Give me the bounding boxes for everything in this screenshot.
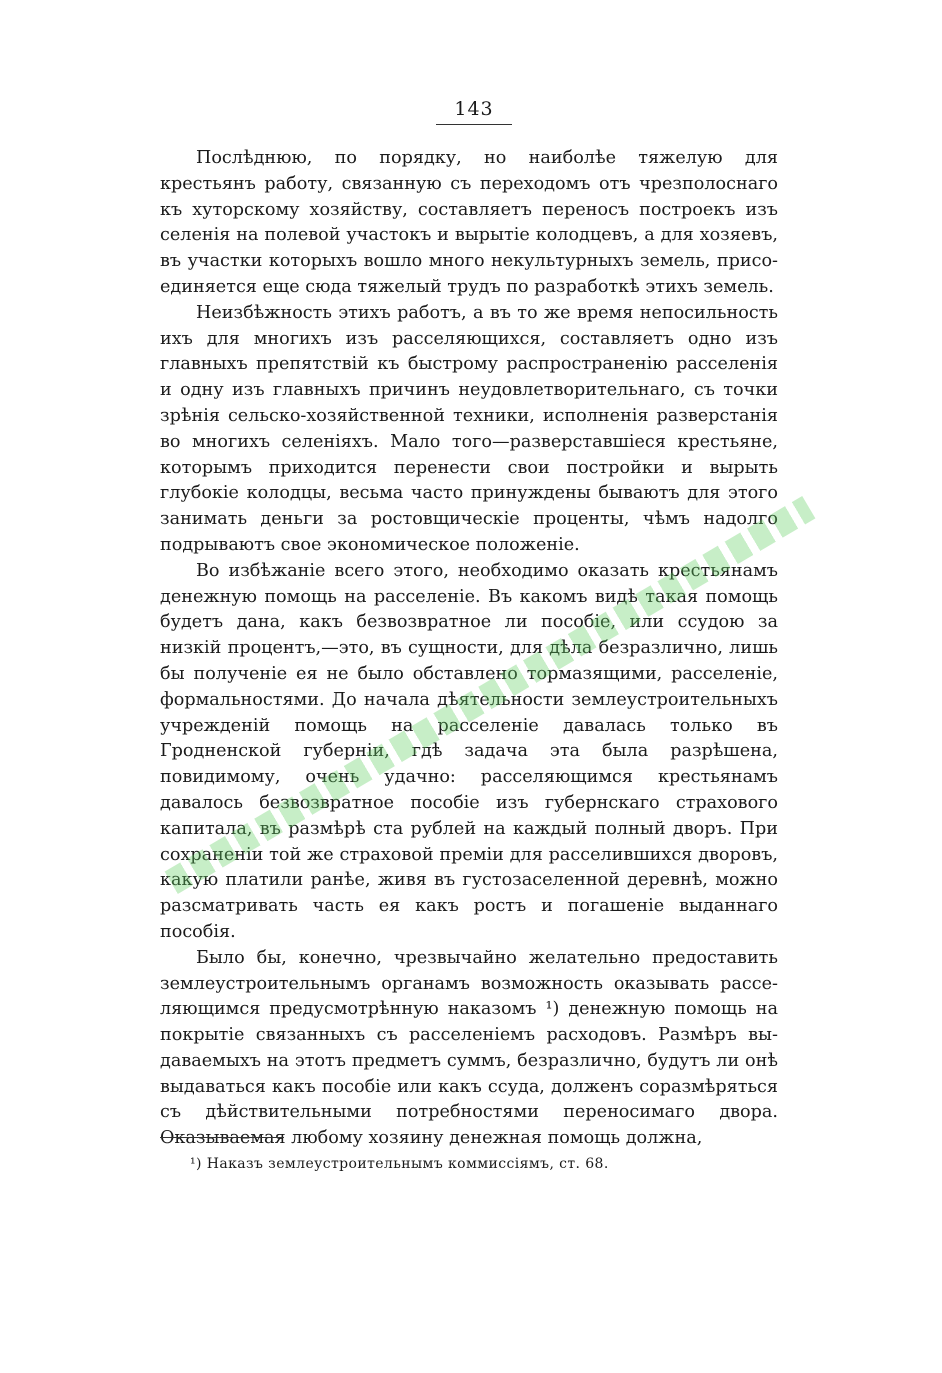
paragraph-4: Было бы, конечно, чрезвычайно желательно предоставить землеустроительнымъ органамъ возможность оказывать расселяющимся предусмотрѣнную наказомъ ¹) денежную помощь на покрытіе связанныхъ съ расселеніемъ расходовъ. Размѣръ выдаваемыхъ на этотъ предметъ суммъ, безразлично, будутъ ли онѣ выдаваться какъ пособіе или какъ ссуда, долженъ соразмѣряться съ дѣйствительными потребностями переносимаго двора. Оказываемая любому хозяину денежная помощь должна,	[160, 947, 778, 1149]
paragraph-1: Послѣднюю, по порядку, но наиболѣе тяжелую для крестьянъ работу, связанную съ переходомъ отъ чрезполоснаго къ хуторскому хозяйству, составляетъ переносъ построекъ изъ селенія на полевой участокъ и вырытіе колодцевъ, а для хозяевъ, въ участки которыхъ вошло много некультурныхъ земель, присоединяется еще сюда тяжелый трудъ по разработкѣ этихъ земель.	[160, 148, 778, 297]
body-text	[160, 146, 778, 1152]
paragraph-2: Неизбѣжность этихъ работъ, а въ то же время непосильность ихъ для многихъ изъ расселяющихся, составляетъ одно изъ главныхъ препятствій къ быстрому распространенію расселенія и одну изъ главныхъ причинъ неудовлетворительнаго, съ точки зрѣнія сельско-хозяйственной техники, исполненія разверстанія во многихъ селеніяхъ. Мало того—разверставшіеся крестьяне, которымъ приходится перенести свои постройки и вырыть глубокіе колодцы, весьма часто принуждены бываютъ для этого занимать деньги за ростовщическіе проценты, чѣмъ надолго подрываютъ свое экономическое положеніе.	[160, 302, 778, 555]
footnote: ¹) Наказъ землеустроительнымъ коммиссіямъ, ст. 68.	[190, 1156, 609, 1172]
paragraph-3: Во избѣжаніе всего этого, необходимо оказать крестьянамъ денежную помощь на расселеніе. Въ какомъ видѣ такая помощь будетъ дана, какъ безвозвратное ли пособіе, или ссудою за низкій процентъ,—это, въ сущности, для дѣла безразлично, лишь бы полученіе ея не было обставлено тормазящими, расселеніе, формальностями. До начала дѣятельности землеустроительныхъ учрежденій помощь на расселеніе давалась только въ Гродненской губерніи, гдѣ задача эта была разрѣшена, повидимому, очень удачно: расселяющимся крестьянамъ давалось безвозвратное пособіе изъ губернскаго страхового капитала, въ размѣрѣ ста рублей на каждый полный дворъ. При сохраненіи той же страховой преміи для расселившихся дворовъ, какую платили ранѣе, живя въ густозаселенной деревнѣ, можно разсматривать часть ея какъ ростъ и погашеніе выданнаго пособія.	[160, 560, 778, 942]
page-number: 143	[454, 98, 494, 120]
page-number-underline	[436, 124, 512, 125]
footnote-separator	[160, 1137, 284, 1138]
